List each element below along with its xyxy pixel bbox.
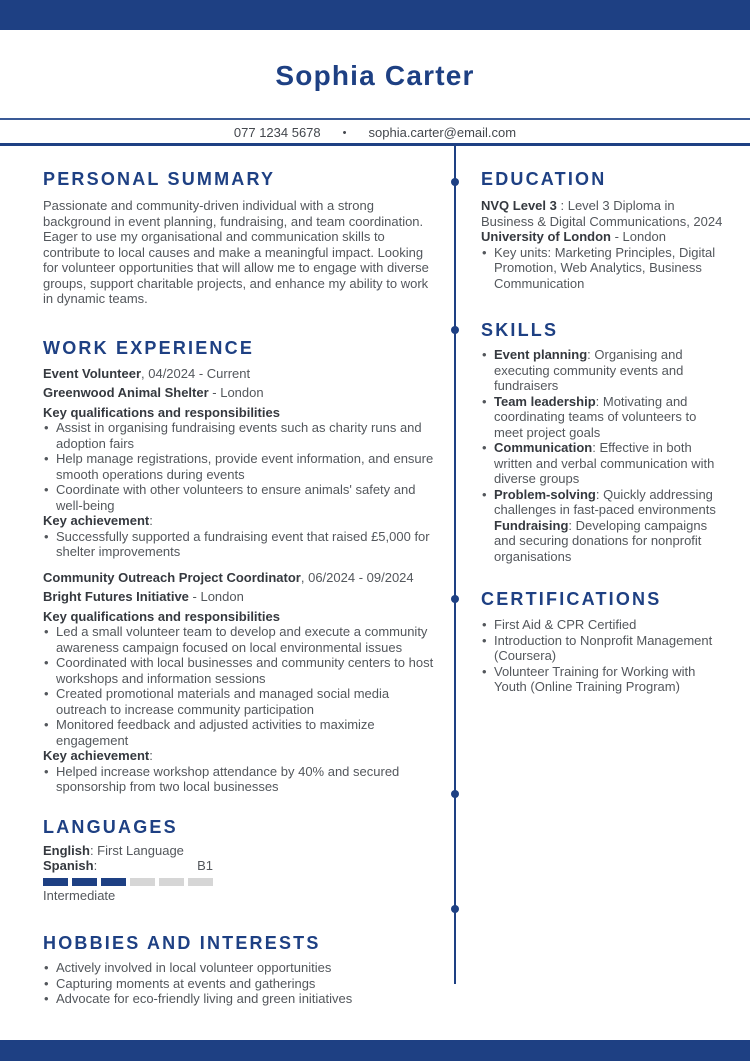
bullet-icon — [44, 529, 49, 545]
section-heading-skills: SKILLS — [481, 320, 559, 340]
list-item: • Created promotional materials and managed social media outreach to increase community participation — [43, 686, 435, 717]
job-employer: Bright Futures Initiative — [43, 589, 189, 604]
bullet-icon — [44, 451, 49, 467]
job-employer: Greenwood Animal Shelter — [43, 385, 209, 400]
skill-term: Communication — [494, 440, 593, 455]
job-location: - London — [188, 589, 244, 604]
bar-segment-filled — [43, 878, 68, 886]
skill-term: Fundraising — [494, 517, 569, 533]
section-heading-hobbies: HOBBIES AND INTERESTS — [43, 933, 321, 953]
personal-summary-text: Passionate and community-driven individual with a strong background in event planning, fundraising, and team coordination. Eager to use my organisational and communication skills to contribute to local causes and make a meaningful impact. Looking for volunteer opportunities that will allow me to engage with diverse groups, support charitable projects, and enhance my ability to work in dynamic teams. — [43, 198, 429, 306]
top-accent-bar — [0, 0, 750, 30]
candidate-name: Sophia Carter — [275, 60, 475, 91]
timeline-dot — [451, 178, 459, 186]
bar-segment-empty — [188, 878, 213, 886]
list-item: • Volunteer Training for Working with Youth (Online Training Program) — [481, 664, 724, 695]
job-title: Community Outreach Project Coordinator — [43, 569, 301, 585]
timeline-dot — [451, 326, 459, 334]
list-item: • Led a small volunteer team to develop and execute a community awareness campaign focused on local environmental issues — [43, 624, 435, 655]
job-quals-list — [43, 420, 435, 513]
bullet-icon — [44, 655, 49, 671]
skill-desc: : Motivating and coordinating teams of volunteers to meet project goals — [494, 393, 697, 440]
timeline-dot — [451, 790, 459, 798]
bullet-icon — [44, 991, 49, 1007]
job-title-line — [43, 366, 435, 382]
list-item: • Assist in organising fundraising events such as charity runs and adoption fairs — [43, 420, 435, 451]
language-spanish-line: Spanish: B1 — [43, 858, 213, 873]
section-heading-personal-summary: PERSONAL SUMMARY — [43, 169, 276, 189]
section-heading-work-experience: WORK EXPERIENCE — [43, 337, 255, 358]
job-achievement-label: Key achievement: — [43, 748, 153, 763]
language-english-line: English: First Language — [43, 842, 184, 858]
job-entry — [43, 570, 435, 795]
certifications-list — [481, 617, 724, 695]
job-achievement-list — [43, 529, 435, 560]
skill-item — [481, 487, 724, 518]
language-level-bar — [43, 878, 213, 886]
list-item: • Actively involved in local volunteer opportunities — [43, 960, 435, 976]
job-achievement-list — [43, 764, 435, 795]
bullet-icon — [44, 764, 49, 780]
skill-item — [481, 394, 724, 441]
bullet-icon — [482, 394, 487, 410]
skill-desc: : Developing campaigns and securing donations for nonprofit organisations — [494, 517, 708, 564]
email-address: sophia.carter@email.com — [368, 125, 517, 140]
timeline-dot — [451, 595, 459, 603]
hobbies-list — [43, 960, 435, 1007]
right-column — [481, 147, 724, 695]
list-item: • Help manage registrations, provide event information, and ensure smooth operations during events — [43, 451, 435, 482]
job-employer-line — [43, 589, 435, 605]
skills-list — [481, 347, 724, 564]
list-item: • Advocate for eco-friendly living and green initiatives — [43, 991, 435, 1007]
contact-row — [0, 125, 750, 140]
list-item: • Key units: Marketing Principles, Digital Promotion, Web Analytics, Business Communication — [481, 245, 724, 292]
bullet-icon — [482, 633, 487, 649]
bullet-icon — [44, 717, 49, 733]
bullet-icon — [44, 960, 49, 976]
bullet-icon — [482, 617, 487, 633]
skill-item — [481, 347, 724, 394]
list-item: • First Aid & CPR Certified — [481, 617, 724, 633]
list-item: • Introduction to Nonprofit Management (Coursera) — [481, 633, 724, 664]
skill-desc: : Quickly addressing challenges in fast-paced environments — [494, 486, 716, 517]
language-proficiency-label: Intermediate — [43, 887, 116, 903]
bullet-icon — [482, 347, 487, 363]
job-title-line — [43, 570, 435, 586]
column-divider — [454, 146, 456, 984]
job-achievement-label: Key achievement: — [43, 513, 153, 528]
header-rule-bottom — [0, 143, 750, 146]
list-item: • Successfully supported a fundraising event that raised £5,000 for shelter improvements — [43, 529, 435, 560]
list-item: • Monitored feedback and adjusted activities to maximize engagement — [43, 717, 435, 748]
skill-desc: : Organising and executing community events and fundraisers — [494, 347, 684, 393]
job-quals-label: Key qualifications and responsibilities — [43, 608, 280, 624]
skill-item — [481, 440, 724, 487]
skill-term: Team leadership — [494, 393, 596, 409]
bullet-icon — [482, 245, 487, 261]
bottom-accent-bar — [0, 1040, 750, 1061]
bullet-icon — [44, 420, 49, 436]
bullet-icon — [44, 976, 49, 992]
header-rule-top — [0, 118, 750, 120]
section-heading-education: EDUCATION — [481, 169, 607, 189]
education-degree-line: NVQ Level 3 : Level 3 Diploma in Business & Digital Communications, 2024 — [481, 198, 723, 229]
skill-term: Event planning — [494, 347, 588, 362]
bullet-icon — [482, 487, 487, 503]
bar-segment-empty — [130, 878, 155, 886]
bullet-icon — [482, 440, 487, 456]
job-title: Event Volunteer — [43, 365, 142, 381]
left-column — [43, 147, 435, 1007]
bullet-icon — [44, 624, 49, 640]
skill-item — [481, 518, 724, 565]
job-dates: , 04/2024 - Current — [141, 365, 251, 381]
job-employer-line — [43, 385, 435, 401]
list-item: • Helped increase workshop attendance by 40% and secured sponsorship from two local businesses — [43, 764, 435, 795]
job-quals-label: Key qualifications and responsibilities — [43, 404, 280, 420]
phone-number: 077 1234 5678 — [233, 125, 321, 140]
bar-segment-empty — [159, 878, 184, 886]
education-list — [481, 245, 724, 292]
section-heading-languages: LANGUAGES — [43, 816, 178, 837]
language-level-code: B1 — [197, 858, 213, 873]
list-item: • Capturing moments at events and gatherings — [43, 976, 435, 992]
job-entry — [43, 366, 435, 560]
bar-segment-filled — [101, 878, 126, 886]
job-dates: , 06/2024 - 09/2024 — [300, 569, 414, 585]
bar-segment-filled — [72, 878, 97, 886]
timeline-dot — [451, 905, 459, 913]
job-quals-list — [43, 624, 435, 748]
list-item: • Coordinated with local businesses and community centers to host workshops and information sessions — [43, 655, 435, 686]
education-school-line: University of London - London — [481, 229, 666, 244]
job-location: - London — [208, 385, 264, 400]
skill-term: Problem-solving — [494, 486, 596, 502]
skill-desc: : Effective in both written and verbal communication with diverse groups — [494, 440, 715, 486]
bullet-icon — [482, 664, 487, 680]
list-item: • Coordinate with other volunteers to ensure animals' safety and well-being — [43, 482, 435, 513]
section-heading-certifications: CERTIFICATIONS — [481, 589, 662, 609]
bullet-icon — [44, 686, 49, 702]
bullet-icon — [44, 482, 49, 498]
contact-separator-dot: • — [342, 126, 347, 139]
